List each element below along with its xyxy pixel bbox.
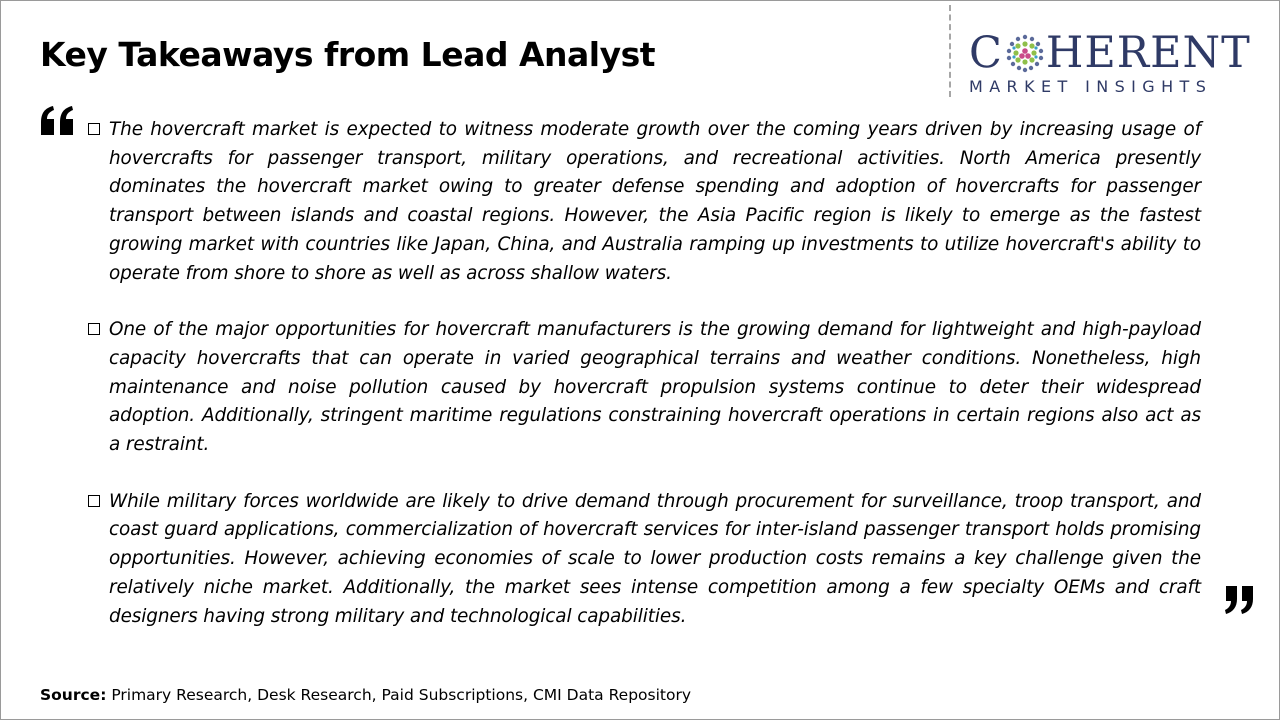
source-note xyxy=(40,686,691,704)
source-label: Source: xyxy=(40,686,107,704)
logo-divider xyxy=(949,5,951,97)
checkbox-bullet-icon xyxy=(88,123,100,135)
quote-close-icon xyxy=(1223,585,1257,615)
logo-word-end: HERENT xyxy=(1045,28,1251,78)
page-title: Key Takeaways from Lead Analyst xyxy=(40,35,655,74)
list-item xyxy=(87,316,1201,460)
takeaway-text: While military forces worldwide are likely to drive demand through procurement for surveillance, troop transport, and coast guard applications, commercialization of hovercraft services for inter-island passenger transport holds promising opportunities. However, achieving economies of scale to lower production costs remains a key challenge given the relatively niche market. Additionally, the market sees intense competition among a few specialty OEMs and craft designers having strong military and technological capabilities. xyxy=(109,490,1201,627)
checkbox-bullet-icon xyxy=(88,323,100,335)
logo-subtitle: MARKET INSIGHTS xyxy=(969,77,1213,96)
checkbox-bullet-icon xyxy=(88,495,100,507)
logo-wordmark xyxy=(969,28,1261,78)
takeaways-list xyxy=(87,116,1201,659)
quote-open-icon xyxy=(39,105,77,137)
takeaway-text: The hovercraft market is expected to witness moderate growth over the coming years driven by increasing usage of hovercrafts for passenger transport, military operations, and recreational activities. North America presently dominates the hovercraft market owing to greater defense spending and adoption of hovercrafts for passenger transport between islands and coastal regions. However, the Asia Pacific region is likely to emerge as the fastest growing market with countries like Japan, China, and Australia ramping up investments to utilize hovercraft's ability to operate from shore to shore as well as across shallow waters. xyxy=(109,119,1201,284)
list-item xyxy=(87,116,1201,288)
list-item xyxy=(87,488,1201,632)
takeaway-text: One of the major opportunities for hovercraft manufacturers is the growing demand for lightweight and high-payload capacity hovercrafts that can operate in varied geographical terrains and weather conditions. Nonetheless, high maintenance and noise pollution caused by hovercraft propulsion systems continue to deter their widespread adoption. Additionally, stringent maritime regulations constraining hovercraft operations in certain regions also act as a restraint. xyxy=(109,319,1201,456)
company-logo xyxy=(969,28,1261,101)
source-text: Primary Research, Desk Research, Paid Subscriptions, CMI Data Repository xyxy=(111,686,692,704)
logo-word-start: C xyxy=(969,28,1003,78)
globe-dots-icon xyxy=(1005,33,1045,73)
